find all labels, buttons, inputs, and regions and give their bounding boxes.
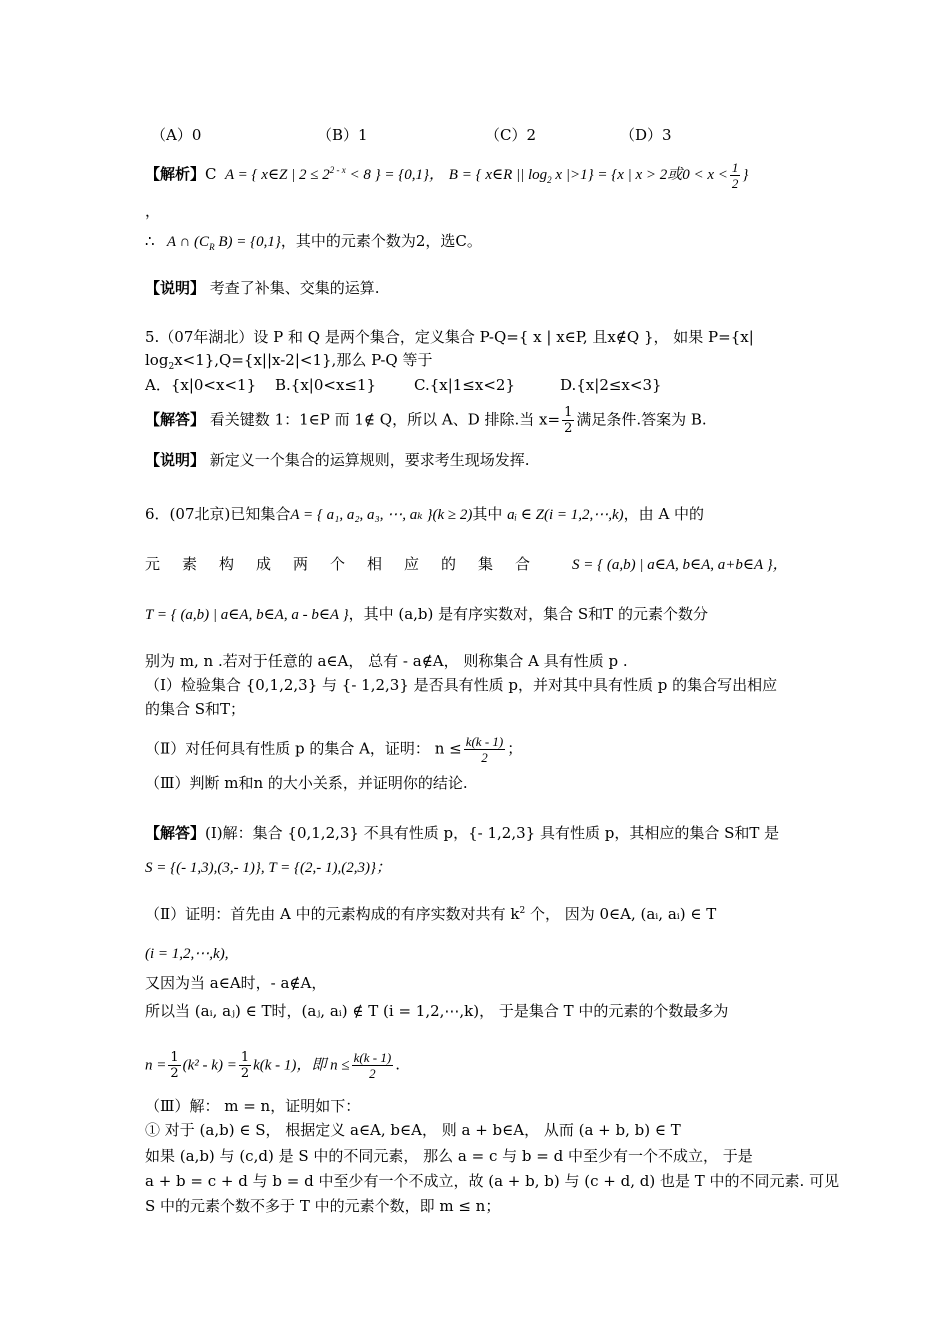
intersection: A ∩ ($C_R$ B) = {0,1} [166,234,281,252]
q5-option-c: C.{x|1≤x<2} [414,376,515,394]
note-text: 新定义一个集合的运算规则，要求考生现场发挥. [209,451,530,469]
sol-line4: (i = 1,2,⋯,k), [145,946,229,962]
set-b: B = { x∈R || $\log_2 x$ |>1} = {x | x > 2或0 < x < $\frac{1}{2}$ } [448,160,749,191]
q5-option-a: A．{x|0<x<1} [145,376,257,394]
sol-line10: 如果 (a,b) 与 (c,d) 是 S 中的不同元素， 那么 a = c 与 b = d 中至少有一个不成立， 于是 [145,1147,753,1165]
q6-line2: 元素构成两个相应的集合 S = { (a,b) | a∈A, b∈A, a+b∈A }， [145,555,788,573]
q5-answer: 【解答】 看关键数 1：1∈P 而 1∉ Q，所以 A、D 排除.当 x= $\frac{1}{2}$ 满足条件.答案为 B. [145,405,707,436]
q6-line8: （Ⅲ）判断 m和n 的大小关系，并证明你的结论. [145,774,468,792]
answer-label: 【解答】 [145,410,206,429]
q4-therefore [145,233,482,252]
q5-line1: 5.（07年湖北）设 P 和 Q 是两个集合，定义集合 P-Q={ x | x∈P, 且x∉Q }， 如果 P={x| [145,328,754,346]
q4-analysis [145,160,748,191]
analysis-answer: C [205,164,217,183]
q5-line2: $\log_2x<1\},Q=\{x||x-2|<1\}$,那么 P-Q 等于 [145,351,433,372]
analysis-label: 【解析】 [145,164,206,183]
q6-line3: T = { (a,b) | a∈A, b∈A, a - b∈A }，其中 (a,b) 是有序实数对，集合 S和T 的元素个数分 [145,605,708,623]
note-label: 【说明】 [145,451,206,469]
set-a: A = { x∈Z | $2 \le 2^{2 - x} < 8$ } = {0,1}， [225,164,445,183]
q6-line1: 6．(07北京)已知集合A = { a₁, a₂, a₃, ⋯, aₖ }(k ≥ 2)其中 aᵢ ∈ Z(i = 1,2,⋯,k)，由 A 中的 [145,505,705,523]
q4-option-c: （C）2 [485,126,537,144]
sol-line1: 【解答】(Ⅰ)解：集合 {0,1,2,3} 不具有性质 p，{- 1,2,3} 具有性质 p，其相应的集合 S和T 是 [145,824,780,842]
q4-conclusion: ，其中的元素个数为2，选C。 [280,232,482,250]
sol-line7: n = $\frac{1}{2}$ (k² - k) = $\frac{1}{2}$ k(k - 1)，即 n ≤ $\frac{k(k - 1)}{2}$ . [145,1050,400,1081]
q5-note [145,452,530,469]
q4-option-a: （A）0 [151,126,202,144]
q6-line6: 的集合 S和T； [145,700,246,718]
sol-line3: （Ⅱ）证明：首先由 A 中的元素构成的有序实数对共有 $k^2$ 个， 因为 0∈A, (aᵢ, aᵢ) ∈ T [145,905,717,923]
q6-line4: 别为 m, n .若对于任意的 a∈A， 总有 - a∉A， 则称集合 A 具有性质 p . [145,652,628,670]
sol-line6: 所以当 (aᵢ, aⱼ) ∈ T时，(aⱼ, aᵢ) ∉ T (i = 1,2,⋯,k)， 于是集合 T 中的元素的个数最多为 [145,1002,729,1020]
sol-line12: S 中的元素个数不多于 T 中的元素个数，即 m ≤ n； [145,1197,501,1215]
q4-option-d: （D）3 [620,126,672,144]
note-text: 考查了补集、交集的运算. [209,279,380,297]
q6-line5: （Ⅰ）检验集合 {0,1,2,3} 与 {- 1,2,3} 是否具有性质 p，并对其中具有性质 p 的集合写出相应 [145,676,778,694]
q6-line7: （Ⅱ）对任何具有性质 p 的集合 A，证明： n ≤ $\frac{k(k - 1)}{2}$ ； [145,734,523,765]
comma-line: ， [145,202,161,220]
therefore-symbol: ∴ [145,232,155,250]
sol-line11: a + b = c + d 与 b = d 中至少有一个不成立，故 (a + b, b) 与 (c + d, d) 也是 T 中的不同元素. 可见 [145,1172,840,1190]
solution-label: 【解答】 [145,824,206,842]
note-label: 【说明】 [145,279,206,297]
sol-line8: （Ⅲ）解： m = n，证明如下： [145,1097,361,1115]
sol-line5: 又因为当 a∈A时，- a∉A， [145,974,327,992]
sol-line2: S = {(- 1,3),(3,- 1)}, T = {(2,- 1),(2,3)}； [145,860,392,876]
q5-option-b: B.{x|0<x≤1} [275,376,377,394]
q4-note [145,280,380,297]
sol-line9: ① 对于 (a,b) ∈ S， 根据定义 a∈A, b∈A， 则 a + b∈A， 从而 (a + b, b) ∈ T [145,1121,681,1139]
q4-option-b: （B）1 [317,126,368,144]
q5-option-d: D.{x|2≤x<3} [560,376,662,394]
